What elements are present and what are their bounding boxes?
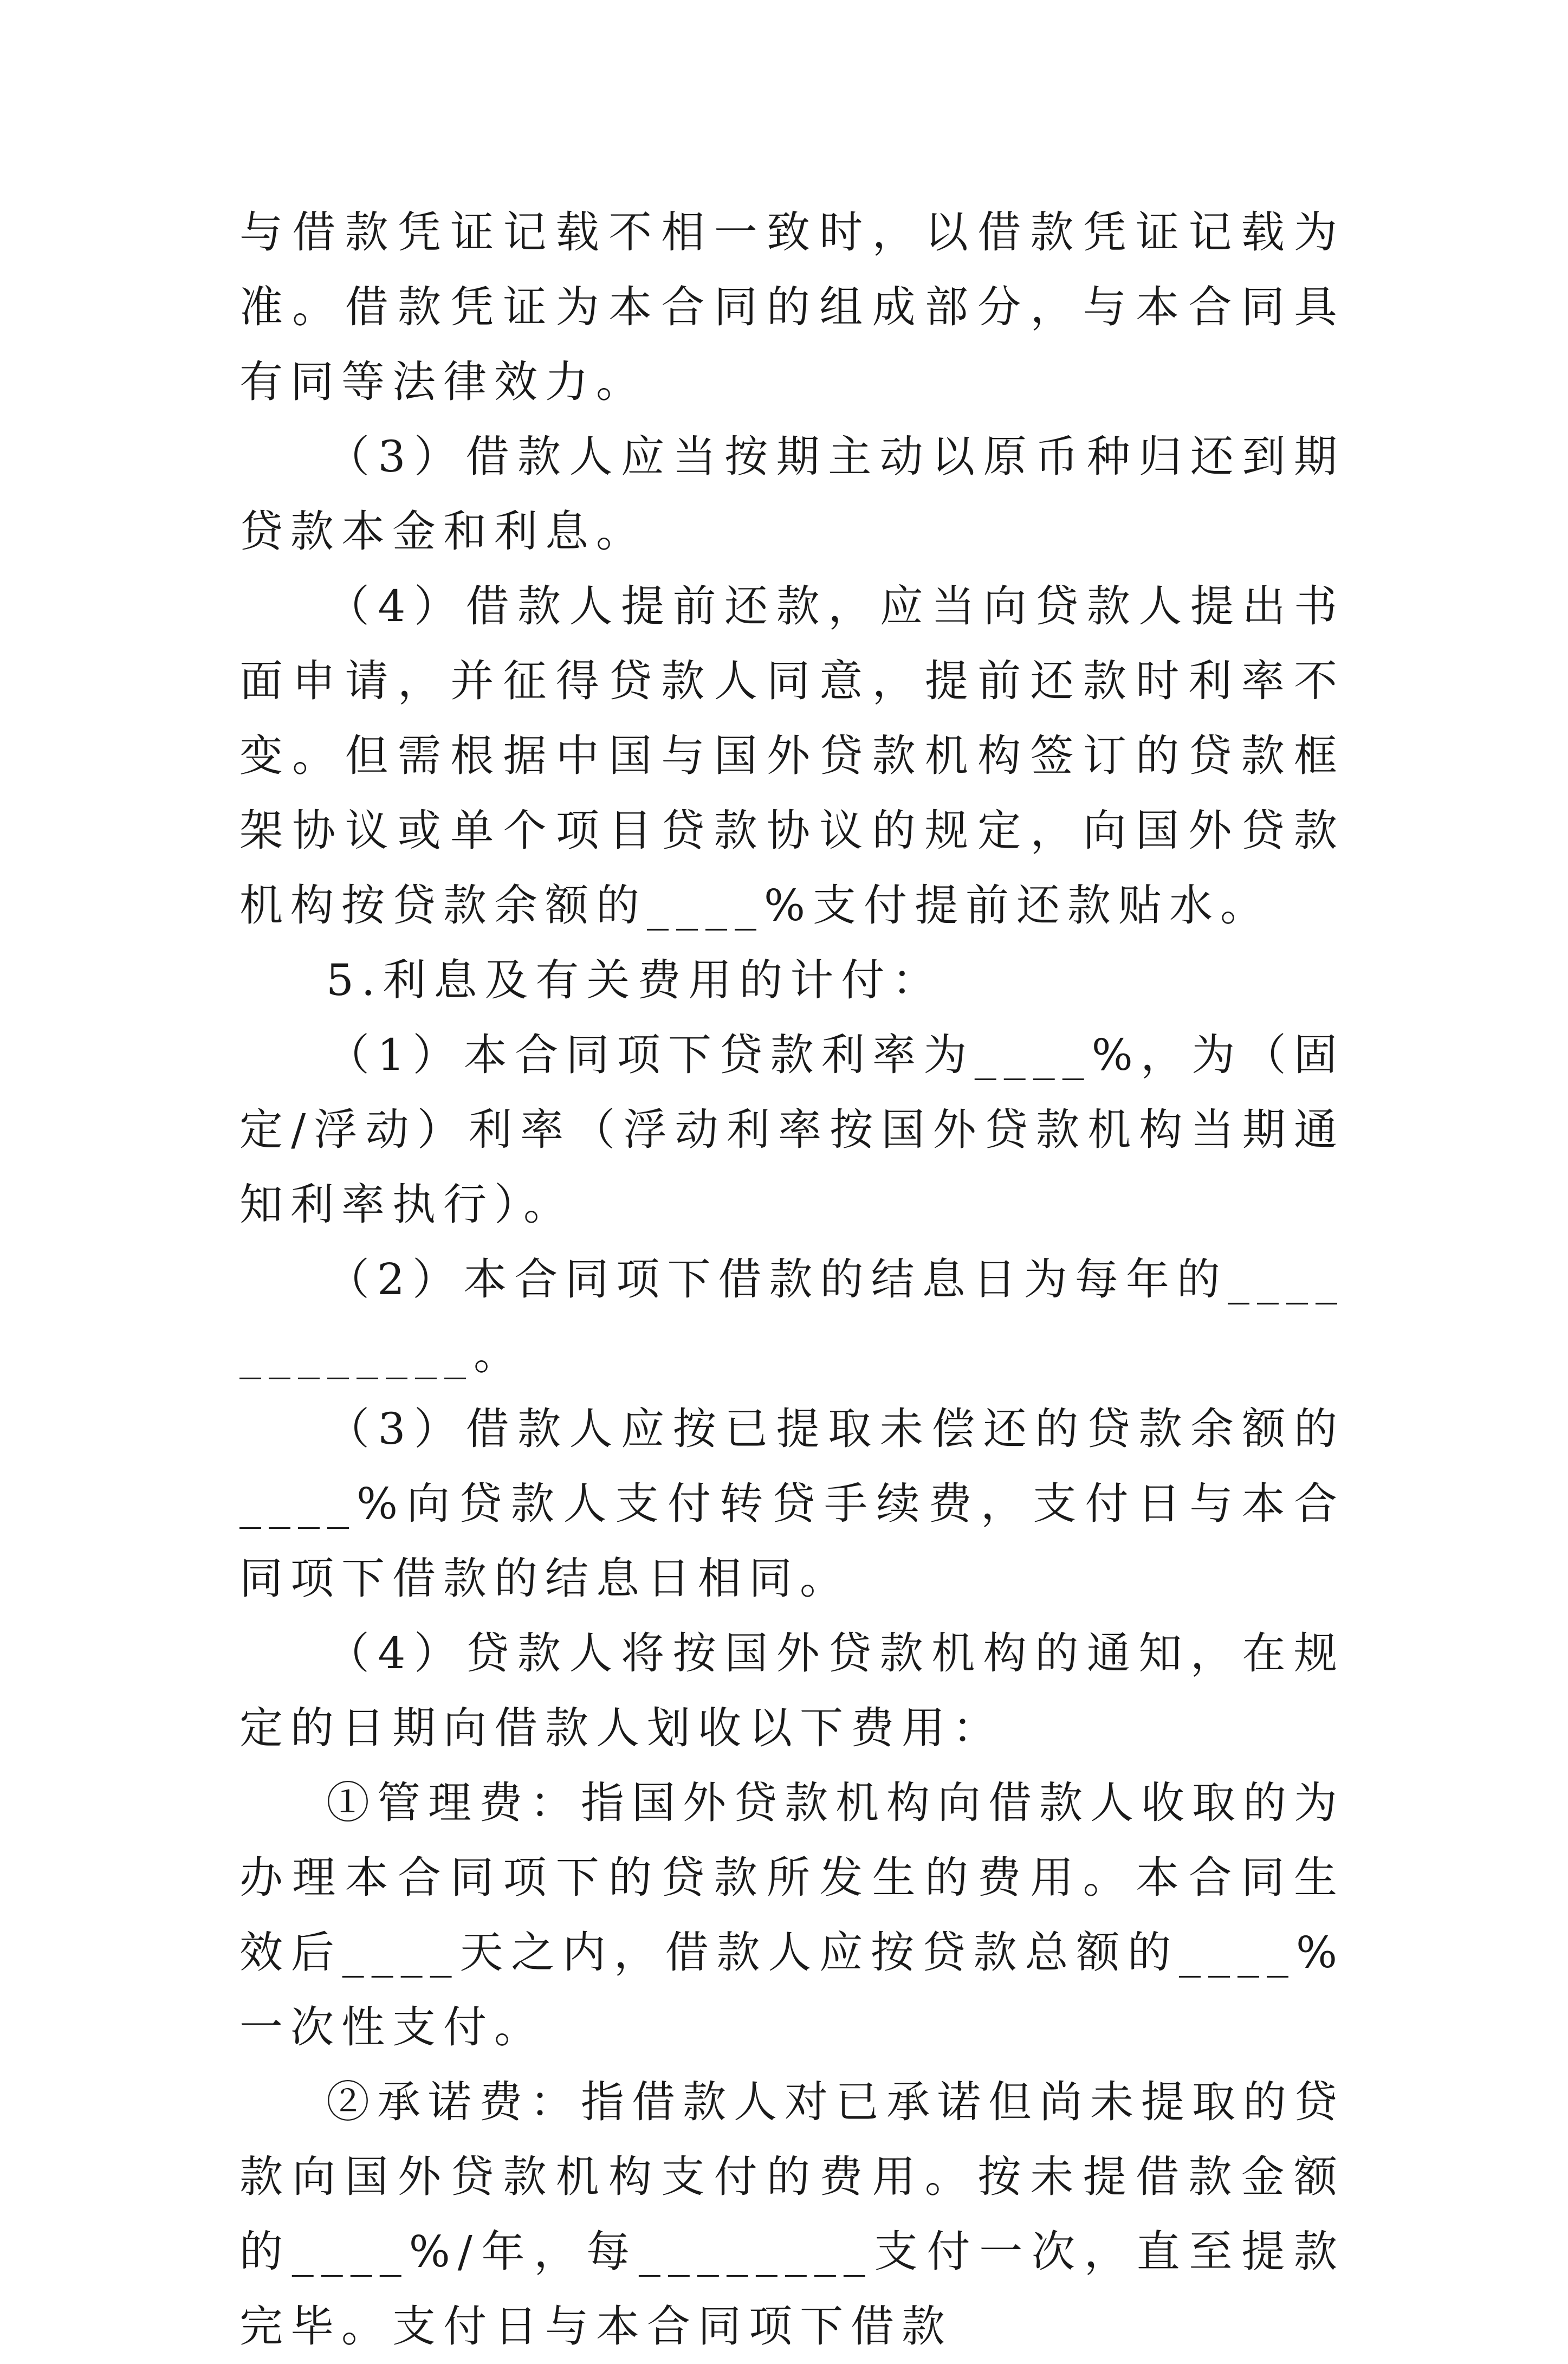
paragraph-clause-4-4: （4）借款人提前还款，应当向贷款人提出书面申请，并征得贷款人同意，提前还款时利率不变。但需根据中国与国外贷款机构签订的贷款框架协议或单个项目贷款协议的规定，向国外贷款机构按贷款余额的____%支付提前还款贴水。: [239, 581, 1345, 931]
paragraph-clause-5-1: （1）本合同项下贷款利率为____%，为（固定/浮动）利率（浮动利率按国外贷款机构当期通知利率执行）。: [239, 1030, 1345, 1230]
paragraph-clause-5-2: （2）本合同项下借款的结息日为每年的____________。: [239, 1254, 1345, 1379]
paragraph-clause-5-4: （4）贷款人将按国外贷款机构的通知，在规定的日期向借款人划收以下费用：: [239, 1628, 1345, 1753]
paragraph-management-fee: ①管理费：指国外贷款机构向借款人收取的为办理本合同项下的贷款所发生的费用。本合同生效后____天之内，借款人应按贷款总额的____%一次性支付。: [239, 1778, 1345, 2052]
paragraph-continuation: 与借款凭证记载不相一致时，以借款凭证记载为准。借款凭证为本合同的组成部分，与本合同具有同等法律效力。: [239, 207, 1345, 407]
paragraph-clause-4-3: （3）借款人应当按期主动以原币种归还到期贷款本金和利息。: [239, 431, 1345, 557]
document-body: [239, 195, 1345, 2364]
paragraph-clause-5-3: （3）借款人应按已提取未偿还的贷款余额的____%向贷款人支付转贷手续费，支付日与本合同项下借款的结息日相同。: [239, 1404, 1345, 1604]
paragraph-commitment-fee: ②承诺费：指借款人对已承诺但尚未提取的贷款向国外贷款机构支付的费用。按未提借款金额的____%/年，每________支付一次，直至提款完毕。支付日与本合同项下借款: [239, 2077, 1345, 2352]
section-heading-5: 5.利息及有关费用的计付：: [326, 955, 943, 1005]
